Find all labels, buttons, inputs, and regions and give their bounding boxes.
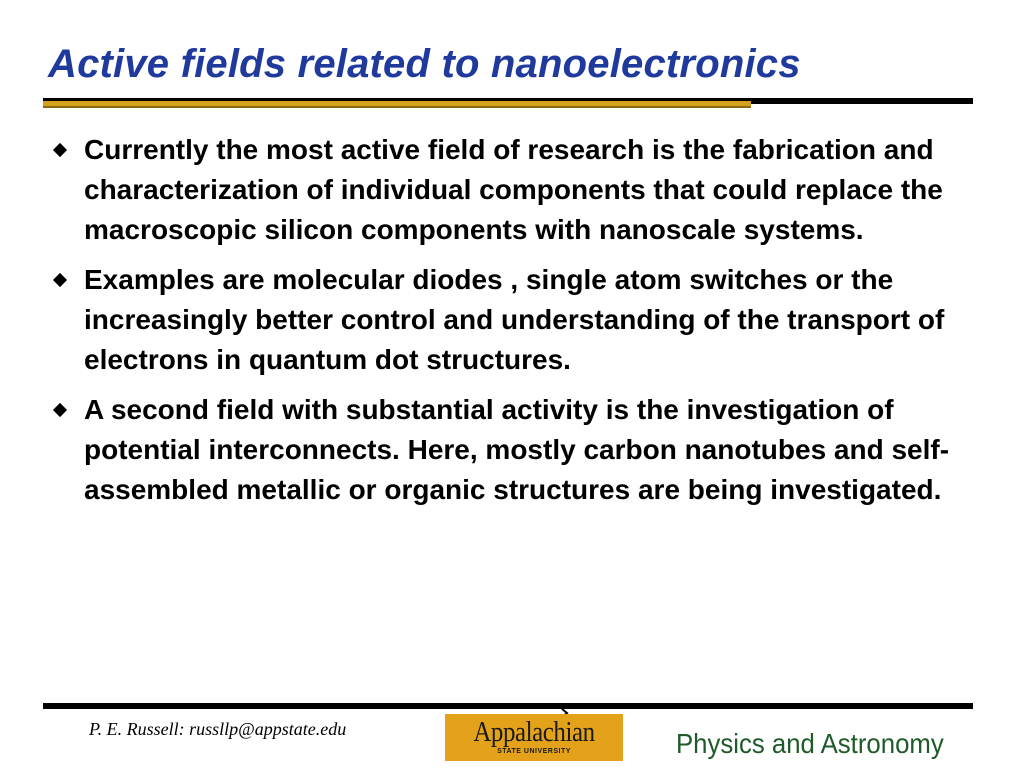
logo-subtitle: STATE UNIVERSITY xyxy=(497,748,571,755)
logo-name: Appalachian xyxy=(473,716,595,748)
title-underline-gold xyxy=(43,101,751,108)
diamond-bullet-icon xyxy=(53,403,67,417)
diamond-bullet-icon xyxy=(53,143,67,157)
bullet-item xyxy=(48,260,968,380)
bullet-text: Currently the most active field of research is the fabrication and characterization of individual components that could replace the macroscopic silicon components with nanoscale systems. xyxy=(84,134,943,245)
bullet-item xyxy=(48,130,968,250)
diamond-bullet-icon xyxy=(53,273,67,287)
university-logo xyxy=(445,714,623,761)
bullet-item xyxy=(48,390,968,510)
slide-title: Active fields related to nanoelectronics xyxy=(48,42,801,86)
bullet-text: Examples are molecular diodes , single atom switches or the increasingly better control and understanding of the transport of electrons in quantum dot structures. xyxy=(84,264,945,375)
footer-rule xyxy=(43,703,973,709)
bullet-list xyxy=(48,130,968,520)
department-name: Physics and Astronomy xyxy=(676,728,944,759)
footer-author: P. E. Russell: russllp@appstate.edu xyxy=(89,719,347,739)
bullet-text: A second field with substantial activity is the investigation of potential interconnects. Here, mostly carbon nanotubes and self-assembled metallic or organic structures are being investigated. xyxy=(84,394,950,505)
